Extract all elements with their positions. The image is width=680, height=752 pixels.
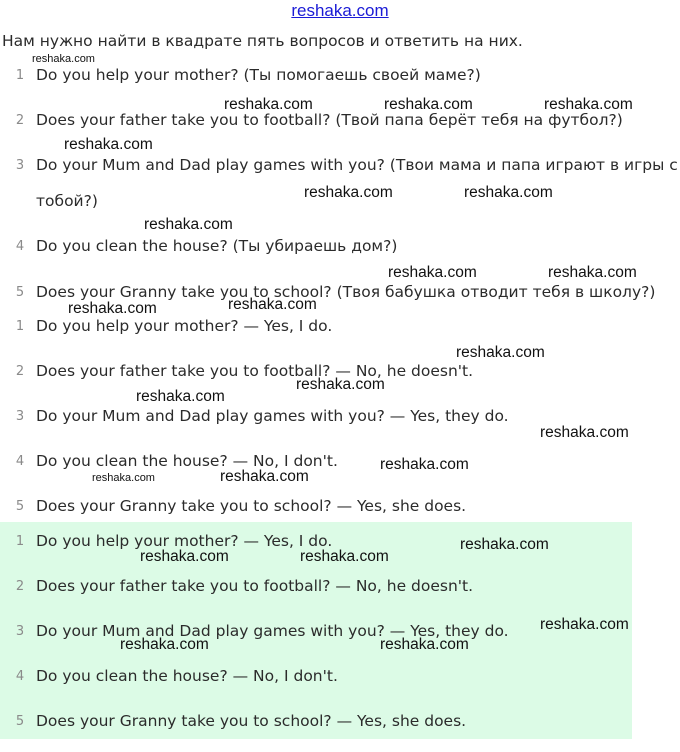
answer-text: Do you help your mother? — Yes, I do.: [36, 532, 333, 550]
watermark: reshaka.com: [32, 53, 95, 65]
item-number: 4: [15, 669, 25, 684]
watermark: reshaka.com: [540, 616, 629, 633]
watermark: reshaka.com: [456, 344, 545, 361]
answer-text: Does your father take you to football? — No, he doesn't.: [36, 577, 474, 595]
item-number: 3: [15, 624, 25, 639]
answer-text: Do you clean the house? — No, I don't.: [36, 452, 338, 470]
question-text: Do you help your mother? (Ты помогаешь своей маме?): [36, 66, 481, 84]
watermark: reshaka.com: [460, 536, 549, 553]
watermark: reshaka.com: [120, 636, 209, 653]
question-text: Do you clean the house? (Ты убираешь дом?): [36, 237, 398, 255]
answer-text: Do you help your mother? — Yes, I do.: [36, 317, 333, 335]
question-text: Does your Granny take you to school? (Твоя бабушка отводит тебя в школу?): [36, 283, 656, 301]
watermark: reshaka.com: [464, 184, 553, 201]
intro-text: Нам нужно найти в квадрате пять вопросов и ответить на них.: [2, 32, 523, 50]
answer-row: [0, 317, 680, 357]
item-number: 4: [15, 239, 25, 254]
watermark: reshaka.com: [304, 184, 393, 201]
answer-text: Does your Granny take you to school? — Yes, she does.: [36, 712, 467, 730]
item-number: 5: [15, 499, 25, 514]
item-number: 5: [15, 714, 25, 729]
answer-text: Do your Mum and Dad play games with you? — Yes, they do.: [36, 407, 509, 425]
watermark: reshaka.com: [64, 136, 153, 153]
question-text: Does your father take you to football? (Твой папа берёт тебя на футбол?): [36, 111, 623, 129]
answer-row: [0, 497, 680, 537]
item-number: 1: [15, 319, 25, 334]
site-title-link[interactable]: reshaka.com: [291, 1, 389, 20]
highlighted-answer-row: [0, 577, 680, 617]
watermark: reshaka.com: [540, 424, 629, 441]
watermark: reshaka.com: [136, 388, 225, 405]
watermark: reshaka.com: [384, 96, 473, 113]
watermark: reshaka.com: [140, 548, 229, 565]
watermark: reshaka.com: [380, 636, 469, 653]
item-number: 1: [15, 534, 25, 549]
watermark: reshaka.com: [300, 548, 389, 565]
item-number: 2: [15, 364, 25, 379]
item-number: 2: [15, 113, 25, 128]
watermark: reshaka.com: [224, 96, 313, 113]
watermark: reshaka.com: [228, 296, 317, 313]
item-number: 1: [15, 68, 25, 83]
watermark: reshaka.com: [220, 468, 309, 485]
watermark: reshaka.com: [92, 472, 155, 484]
watermark: reshaka.com: [144, 216, 233, 233]
answer-text: Does your father take you to football? — No, he doesn't.: [36, 362, 474, 380]
item-number: 3: [15, 409, 25, 424]
question-text: Do your Mum and Dad play games with you? (Твои мама и папа играют в игры с тобой?): [36, 156, 678, 210]
highlighted-answer-row: [0, 667, 680, 707]
answer-text: Do your Mum and Dad play games with you? — Yes, they do.: [36, 622, 509, 640]
watermark: reshaka.com: [380, 456, 469, 473]
item-number: 4: [15, 454, 25, 469]
watermark: reshaka.com: [388, 264, 477, 281]
watermark: reshaka.com: [296, 376, 385, 393]
answer-text: Does your Granny take you to school? — Yes, she does.: [36, 497, 467, 515]
watermark: reshaka.com: [548, 264, 637, 281]
item-number: 2: [15, 579, 25, 594]
item-number: 3: [15, 158, 25, 173]
watermark: reshaka.com: [68, 300, 157, 317]
highlighted-answer-row: [0, 712, 680, 752]
answer-text: Do you clean the house? — No, I don't.: [36, 667, 338, 685]
item-number: 5: [15, 285, 25, 300]
watermark: reshaka.com: [544, 96, 633, 113]
